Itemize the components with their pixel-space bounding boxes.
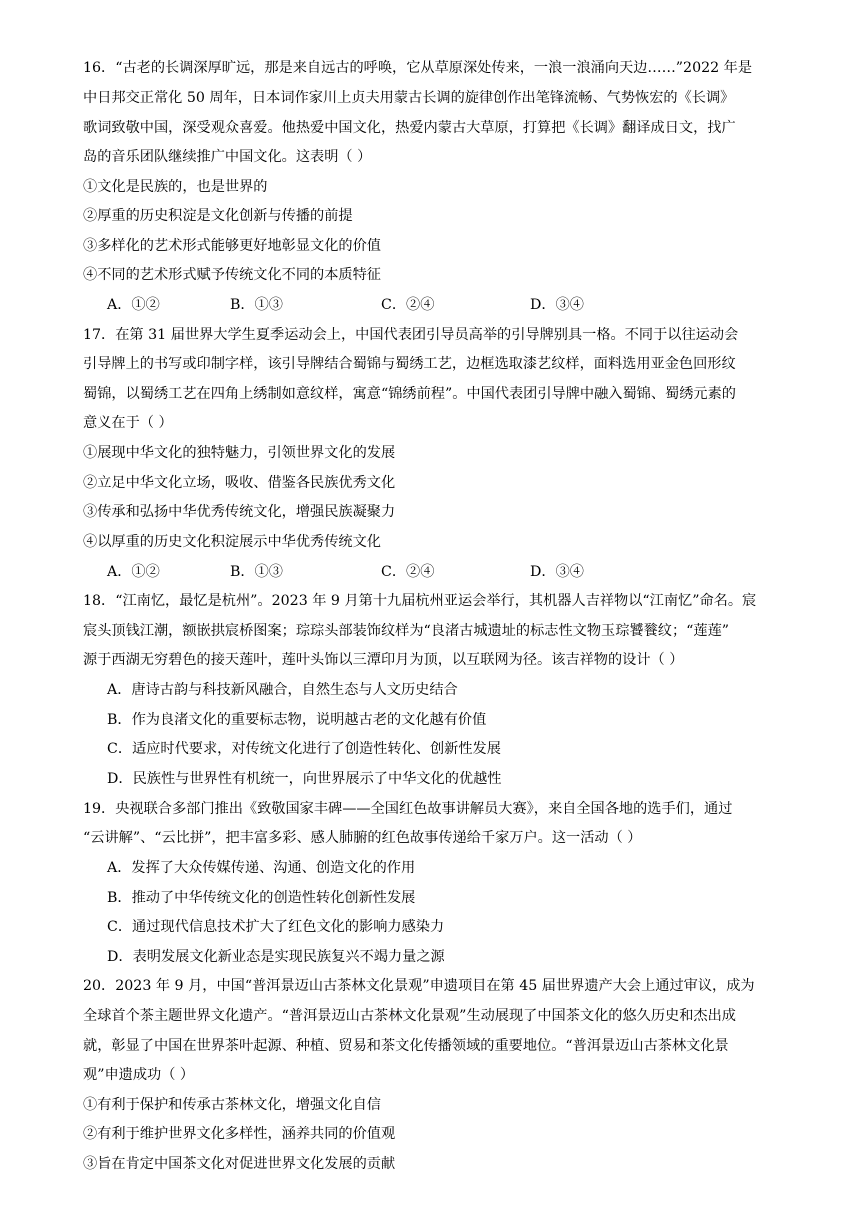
q17-statement-3: ③传承和弘扬中华优秀传统文化，增强民族凝聚力 [83,504,396,520]
q17-stem-line-3: 蜀锦，以蜀绣工艺在四角上绣制如意纹样，寓意“锦绣前程”。中国代表团引导牌中融入蜀锦、蜀绣元素的 [83,386,736,402]
q17-options [107,562,787,582]
q19-choice-a[interactable]: A．发挥了大众传媒传递、沟通、创造文化的作用 [107,860,416,876]
q17-statement-2: ②立足中华文化立场，吸收、借鉴各民族优秀文化 [83,475,396,491]
q16-option-b[interactable]: B．①③ [230,297,283,313]
q19-choice-d[interactable]: D．表明发展文化新业态是实现民族复兴不竭力量之源 [107,949,445,965]
q17-statement-1: ①展现中华文化的独特魅力，引领世界文化的发展 [83,445,396,461]
q18-choice-d[interactable]: D．民族性与世界性有机统一，向世界展示了中华文化的优越性 [107,771,502,787]
q19-stem-line-1: 19．央视联合多部门推出《致敬国家丰碑——全国红色故事讲解员大赛》，来自全国各地的选手们，通过 [83,801,733,817]
q16-statement-4: ④不同的艺术形式赋予传统文化不同的本质特征 [83,267,381,283]
q16-stem-line-3: 歌词致敬中国，深受观众喜爱。他热爱中国文化，热爱内蒙古大草原，打算把《长调》翻译成日文，找广 [83,120,736,136]
q18-choice-c[interactable]: C．适应时代要求，对传统文化进行了创造性转化、创新性发展 [107,741,501,757]
q20-statement-2: ②有利于维护世界文化多样性，涵养共同的价值观 [83,1126,396,1142]
q16-statement-2: ②厚重的历史积淀是文化创新与传播的前提 [83,208,353,224]
q19-stem-line-2: “云讲解”、“云比拼”，把丰富多彩、感人肺腑的红色故事传递给千家万户。这一活动（ ） [83,830,642,846]
q19-choice-b[interactable]: B．推动了中华传统文化的创造性转化创新性发展 [107,890,416,906]
q16-option-a[interactable]: A．①② [107,297,160,313]
q17-stem-line-2: 引导牌上的书写或印制字样，该引导牌结合蜀锦与蜀绣工艺，边框选取漆艺纹样，面料选用亚金色回形纹 [83,356,736,372]
q20-stem-line-2: 全球首个茶主题世界文化遗产。“普洱景迈山古茶林文化景观”生动展现了中国茶文化的悠久历史和杰出成 [83,1008,736,1024]
q16-stem-line-2: 中日邦交正常化 50 周年，日本词作家川上贞夫用蒙古长调的旋律创作出笔锋流畅、气势恢宏的《长调》 [83,90,735,106]
q18-stem-line-2: 宸头顶钱江潮，额嵌拱宸桥图案；琮琮头部装饰纹样为“良渚古城遗址的标志性文物玉琮饕餮纹；“莲莲” [83,623,730,639]
q20-stem-line-4: 观”申遗成功（ ） [83,1067,195,1083]
q17-stem-line-4: 意义在于（ ） [83,415,173,431]
q16-statement-3: ③多样化的艺术形式能够更好地彰显文化的价值 [83,238,381,254]
q18-choice-b[interactable]: B．作为良渚文化的重要标志物，说明越古老的文化越有价值 [107,712,487,728]
q17-option-a[interactable]: A．①② [107,564,160,580]
q17-option-c[interactable]: C．②④ [381,564,435,580]
q16-option-d[interactable]: D．③④ [530,297,584,313]
q16-options [107,295,787,315]
q16-statement-1: ①文化是民族的，也是世界的 [83,179,268,195]
q17-stem-line-1: 17．在第 31 届世界大学生夏季运动会上，中国代表团引导员高举的引导牌别具一格。不同于以往运动会 [83,327,739,343]
q20-stem-line-3: 就，彰显了中国在世界茶叶起源、种植、贸易和茶文化传播领域的重要地位。“普洱景迈山古茶林文化景 [83,1038,729,1054]
q17-statement-4: ④以厚重的历史文化积淀展示中华优秀传统文化 [83,534,381,550]
q16-option-c[interactable]: C．②④ [381,297,435,313]
q18-choice-a[interactable]: A．唐诗古韵与科技新风融合，自然生态与人文历史结合 [107,682,458,698]
q20-stem-line-1: 20．2023 年 9 月，中国“普洱景迈山古茶林文化景观”申遗项目在第 45 届世界遗产大会上通过审议，成为 [83,978,755,994]
q16-stem-line-4: 岛的音乐团队继续推广中国文化。这表明（ ） [83,149,372,165]
q17-option-d[interactable]: D．③④ [530,564,584,580]
q17-option-b[interactable]: B．①③ [230,564,283,580]
q18-stem-line-1: 18．“江南忆，最忆是杭州”。2023 年 9 月第十九届杭州亚运会举行，其机器人吉祥物以“江南忆”命名。宸 [83,593,757,609]
q19-choice-c[interactable]: C．通过现代信息技术扩大了红色文化的影响力感染力 [107,919,445,935]
q16-stem-line-1: 16．“古老的长调深厚旷远，那是来自远古的呼唤，它从草原深处传来，一浪一浪涌向天边……”2022 年是 [83,60,753,76]
q20-statement-3: ③旨在肯定中国茶文化对促进世界文化发展的贡献 [83,1156,396,1172]
q18-stem-line-3: 源于西湖无穷碧色的接天莲叶，莲叶头饰以三潭印月为顶，以互联网为径。该吉祥物的设计（ ） [83,652,684,668]
q20-statement-1: ①有利于保护和传承古茶林文化，增强文化自信 [83,1097,381,1113]
